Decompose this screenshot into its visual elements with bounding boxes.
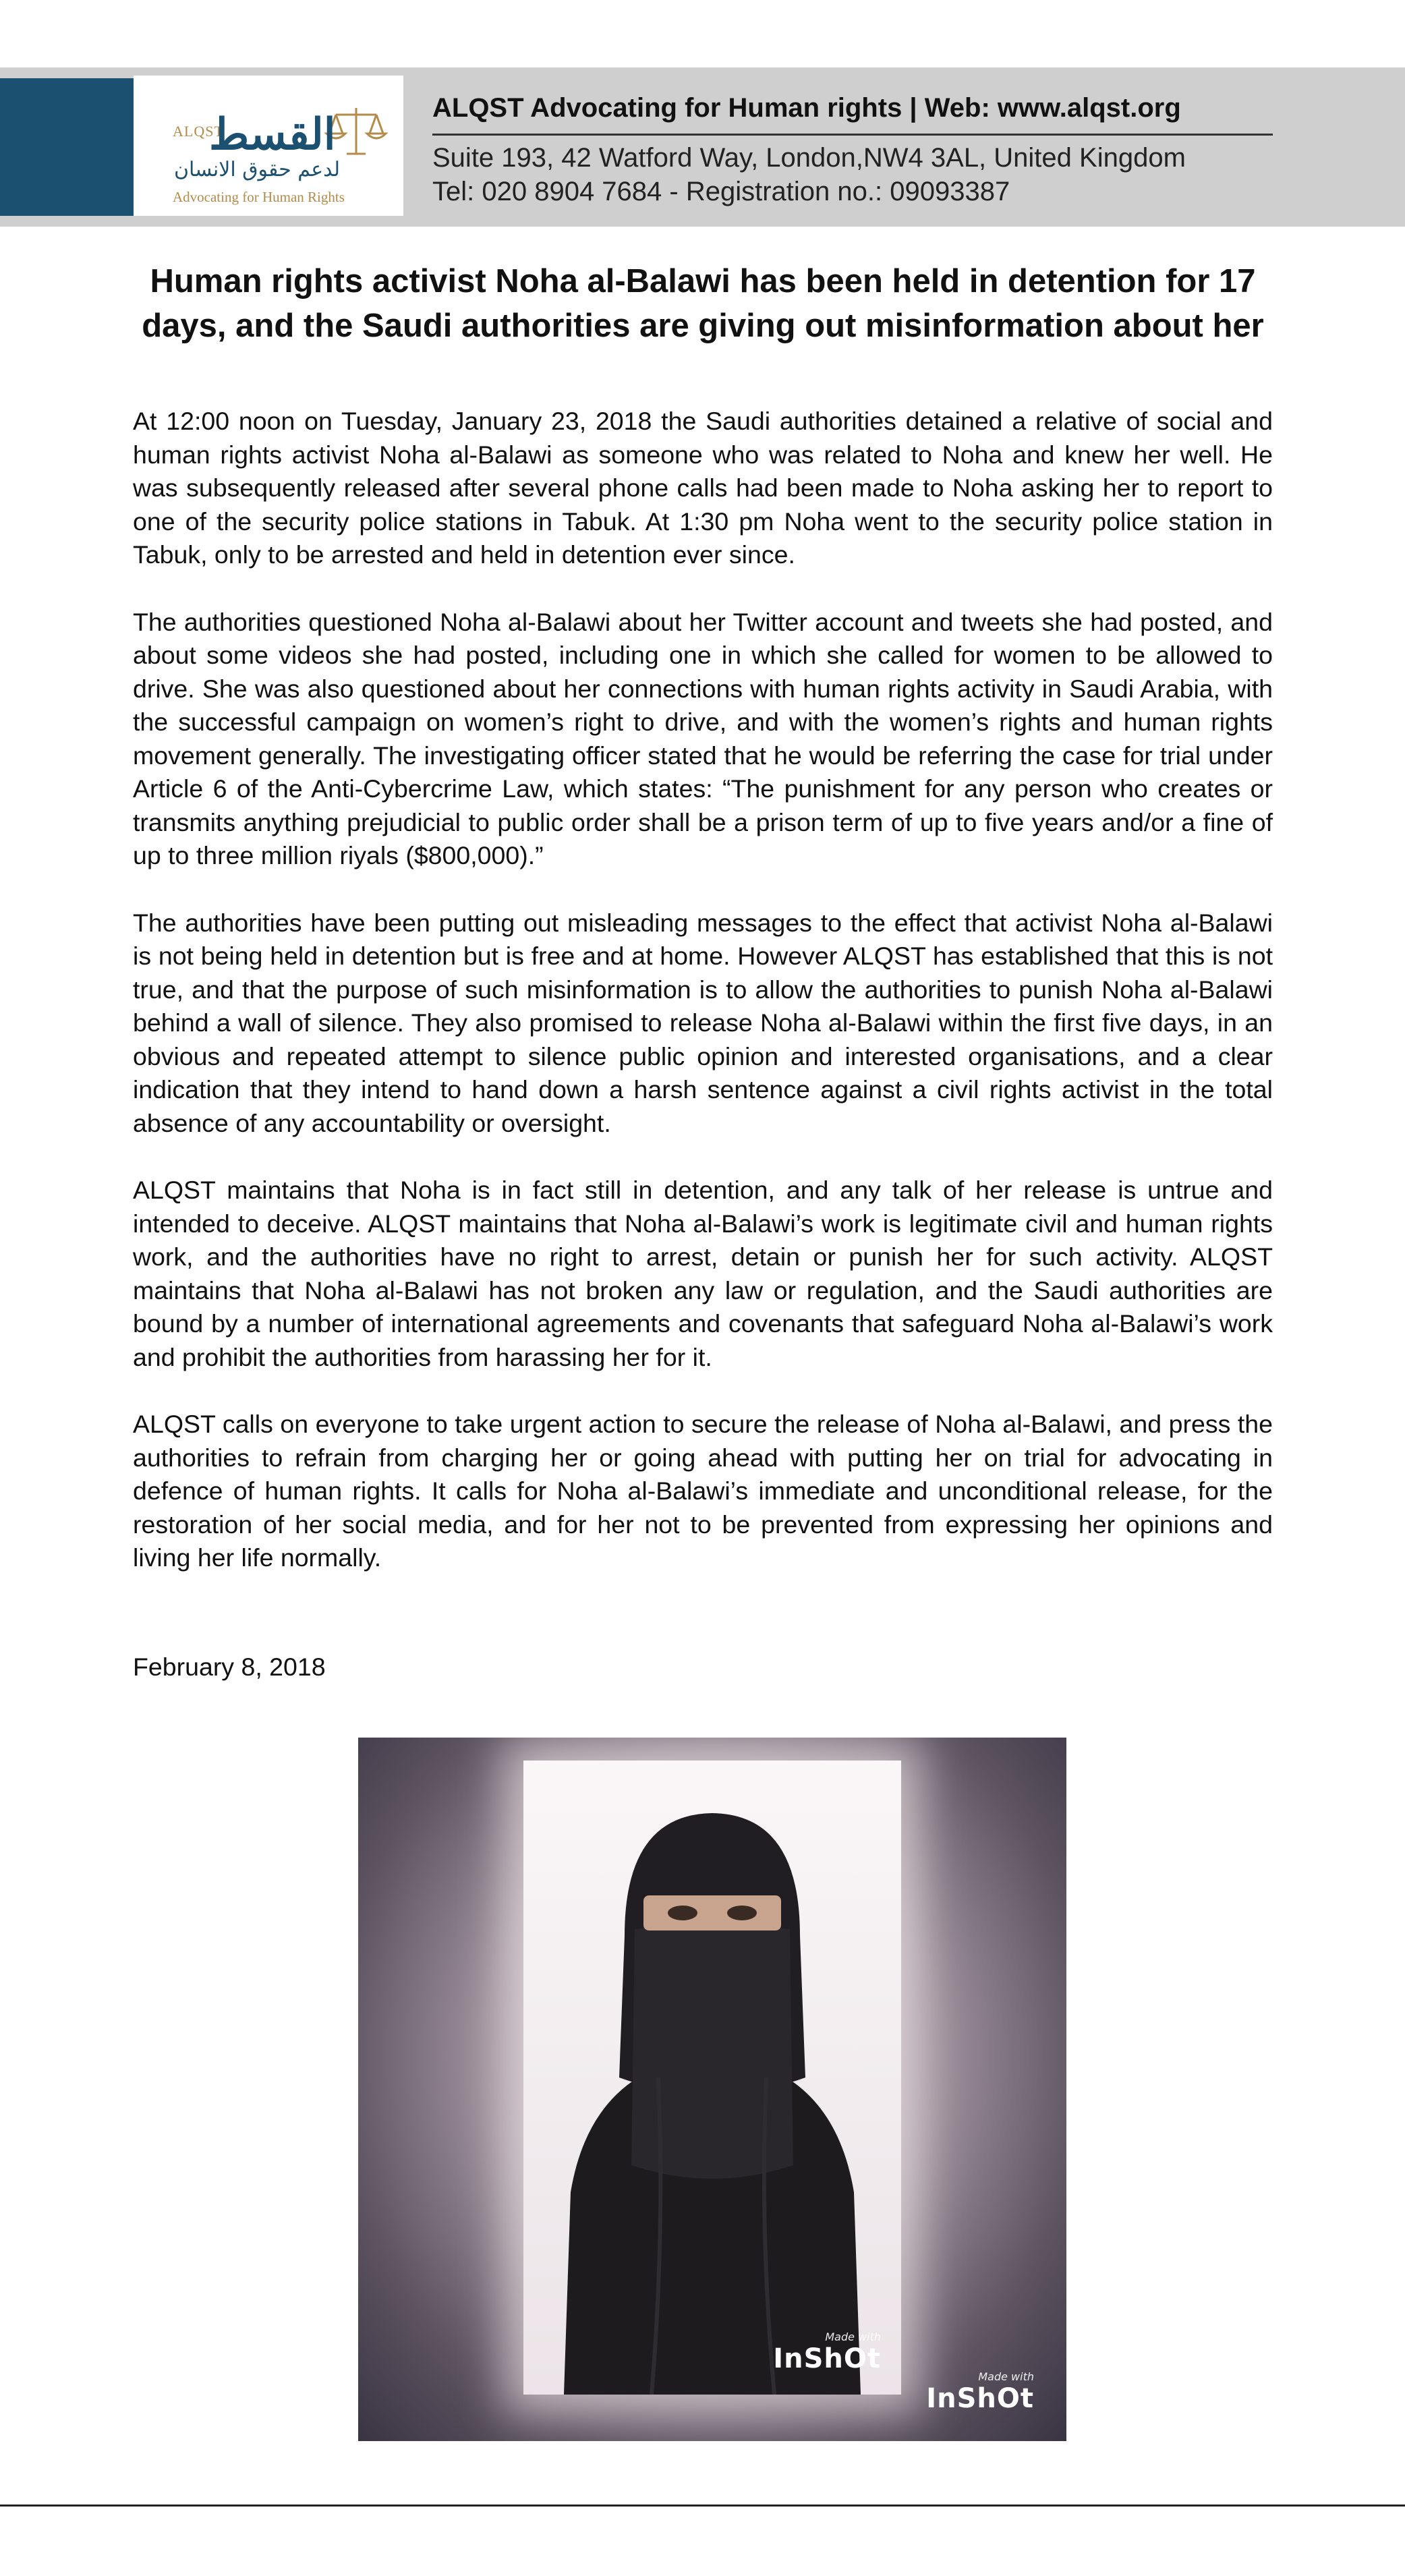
article-paragraph: At 12:00 noon on Tuesday, January 23, 2018 the Saudi authorities detained a relative of social and human rights activist Noha al-Balawi as someone who was related to Noha and knew her well. He was subsequently released after several phone calls had been made to Noha asking her to report to one of the security police stations in Tabuk. At 1:30 pm Noha went to the security police station in Tabuk, only to be arrested and held in detention ever since. [133,407,1273,569]
org-name-and-website: ALQST Advocating for Human rights | Web: www.alqst.org [432,93,1181,123]
activist-photo [358,1738,1066,2441]
photo-portrait-area [523,1761,901,2395]
alqst-logo [134,76,403,216]
inshot-watermark-outer: Made with InShOt [926,2370,1034,2414]
article-paragraph: ALQST maintains that Noha is in fact still in detention, and any talk of her release is untrue and intended to deceive. ALQST maintains that Noha al-Balawi’s work is legitimate civil and human rights work, and the authorities have no right to arrest, detain or punish her for such activity. ALQST maintains that Noha al-Balawi has not broken any law or regulation, and the Saudi authorities are bound by a number of international agreements and covenants that safeguard Noha al-Balawi’s work and prohibit the authorities from harassing her for it. [133,1176,1273,1371]
article-paragraph: The authorities questioned Noha al-Balawi about her Twitter account and tweets she had posted, and about some videos she had posted, including one in which she called for women to be allowed to drive. She was also questioned about her connections with human rights activity in Saudi Arabia, with the successful campaign on women’s right to drive, and with the women’s rights and human rights movement generally. The investigating officer stated that he would be referring the case for trial under Article 6 of the Anti-Cybercrime Law, which states: “The punishment for any person who creates or transmits anything prejudicial to public order shall be a prison term of up to five years and/or a fine of up to three million riyals ($800,000).” [133,607,1273,869]
article-paragraph: ALQST calls on everyone to take urgent action to secure the release of Noha al-Balawi, and press the authorities to refrain from charging her or going ahead with putting her on trial for advocating in defence of human rights. It calls for Noha al-Balawi’s immediate and unconditional release, for the restoration of her social media, and for her not to be prevented from expressing her opinions and living her life normally. [133,1410,1273,1572]
header-divider [432,134,1273,136]
logo-arabic-text: القسط [209,109,336,160]
article-paragraph: The authorities have been putting out misleading messages to the effect that activist Noha al-Balawi is not being held in detention but is free and at home. However ALQST has established that this is not true, and that the purpose of such misinformation is to allow the authorities to punish Noha al-Balawi behind a wall of silence. They also promised to release Noha al-Balawi within the first five days, in an obvious and repeated attempt to silence public opinion and interested organisations, and a clear indication that they intend to hand down a harsh sentence against a civil rights activist in the total absence of any accountability or oversight. [133,908,1273,1137]
contact-registration: Tel: 020 8904 7684 - Registration no.: 09093387 [432,177,1010,206]
footer-divider [0,2505,1405,2507]
header-accent-block [0,78,134,216]
logo-arabic-subtitle: لدعم حقوق الانسان [174,158,341,181]
publication-date: February 8, 2018 [133,1653,326,1681]
article-title: Human rights activist Noha al-Balawi has been held in detention for 17 days, and the Saudi authorities are giving out misinformation about her [142,263,1264,344]
inshot-watermark-inner: Made with InShOt [773,2330,881,2374]
logo-latin-text: ALQST [173,123,224,140]
postal-address: Suite 193, 42 Watford Way, London,NW4 3AL, United Kingdom [432,143,1186,173]
article-body [133,405,1273,1609]
veiled-woman-figure [523,1761,901,2395]
logo-tagline: Advocating for Human Rights [173,189,345,205]
